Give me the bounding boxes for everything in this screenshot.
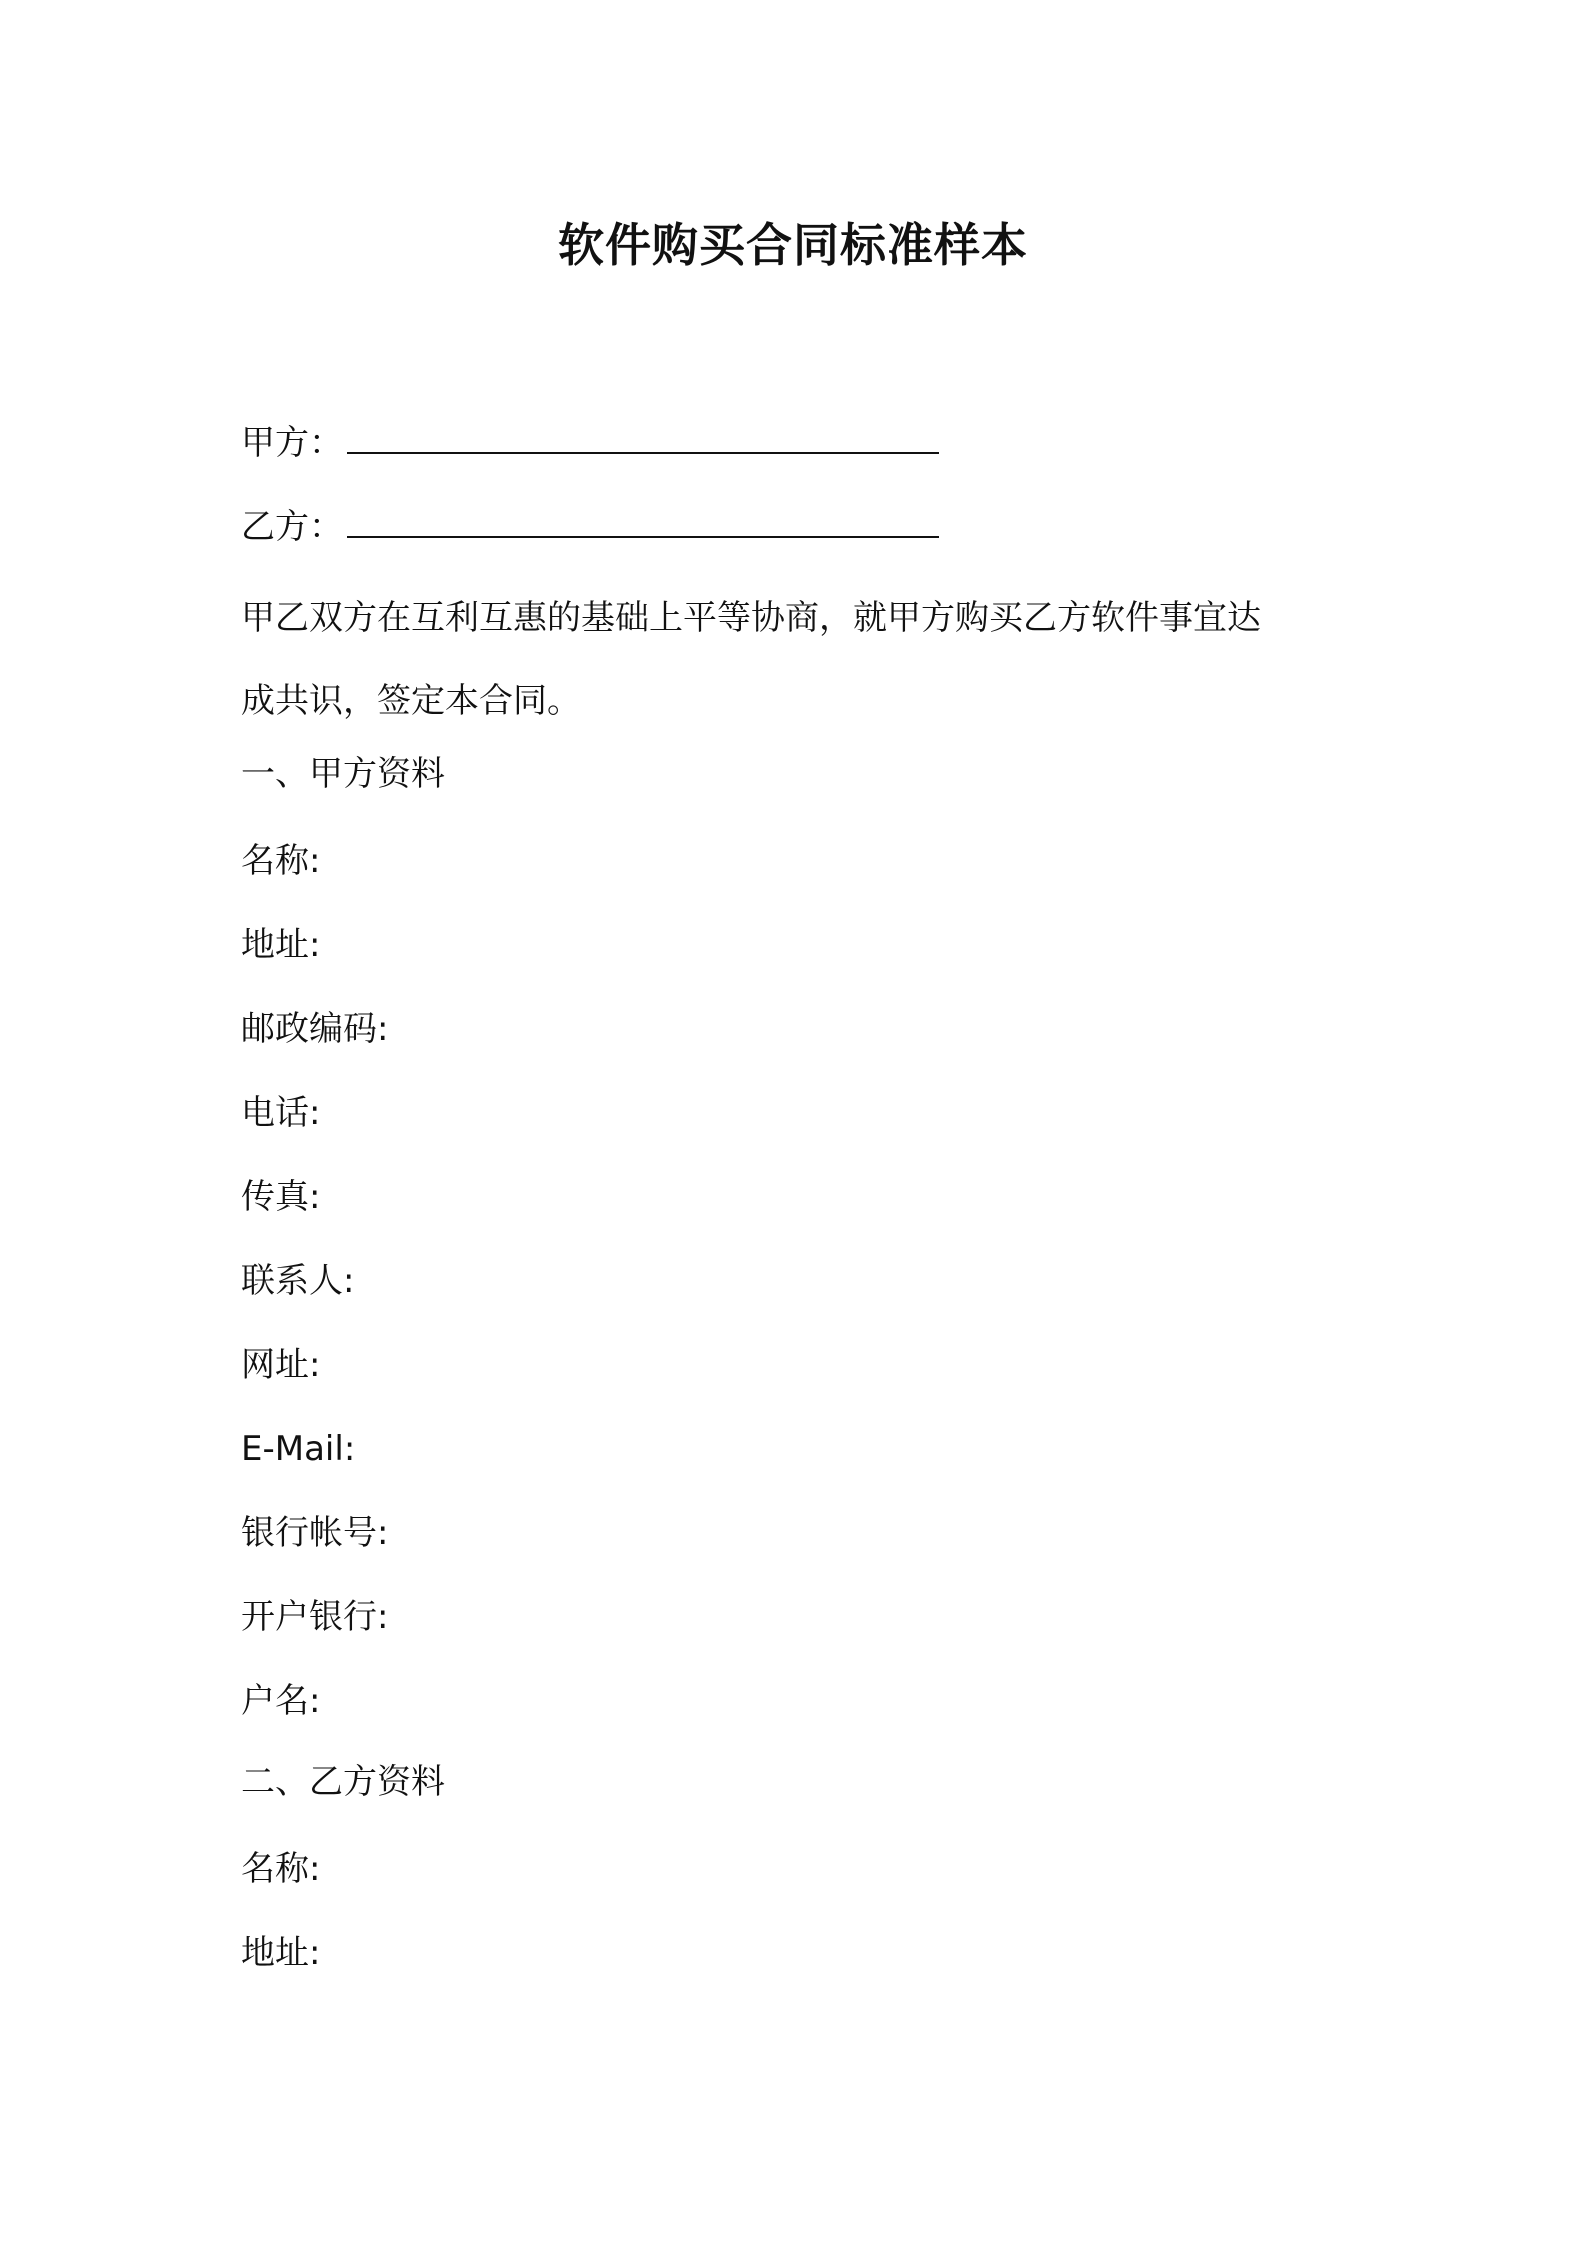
section-1-field: 网址: bbox=[241, 1345, 321, 1385]
section-1-field: 联系人: bbox=[241, 1261, 355, 1301]
document-title: 软件购买合同标准样本 bbox=[558, 218, 1028, 272]
party-a-blank bbox=[347, 418, 939, 454]
section-2-field: 地址: bbox=[241, 1933, 321, 1973]
intro-line-2: 成共识，签定本合同。 bbox=[241, 681, 581, 721]
section-1-field: 邮政编码: bbox=[241, 1009, 389, 1049]
section-1-heading: 一、甲方资料 bbox=[241, 754, 445, 794]
section-1-field: 电话: bbox=[241, 1093, 321, 1133]
section-1-field: 名称: bbox=[241, 841, 321, 881]
party-a-label: 甲方： bbox=[241, 423, 343, 463]
intro-paragraph bbox=[241, 577, 1371, 743]
section-1-field: E-Mail: bbox=[241, 1429, 356, 1469]
section-1-field: 地址: bbox=[241, 925, 321, 965]
intro-line-1: 甲乙双方在互利互惠的基础上平等协商，就甲方购买乙方软件事宜达 bbox=[241, 598, 1261, 638]
section-2-heading: 二、乙方资料 bbox=[241, 1762, 445, 1802]
party-b-line bbox=[241, 502, 1371, 550]
party-b-label: 乙方： bbox=[241, 507, 343, 547]
section-1-field: 户名: bbox=[241, 1681, 321, 1721]
party-b-blank bbox=[347, 502, 939, 538]
section-1-field: 传真: bbox=[241, 1177, 321, 1217]
section-1-field: 开户银行: bbox=[241, 1597, 389, 1637]
section-2-field: 名称: bbox=[241, 1849, 321, 1889]
section-1-field: 银行帐号: bbox=[241, 1513, 389, 1553]
party-a-line bbox=[241, 418, 1371, 466]
